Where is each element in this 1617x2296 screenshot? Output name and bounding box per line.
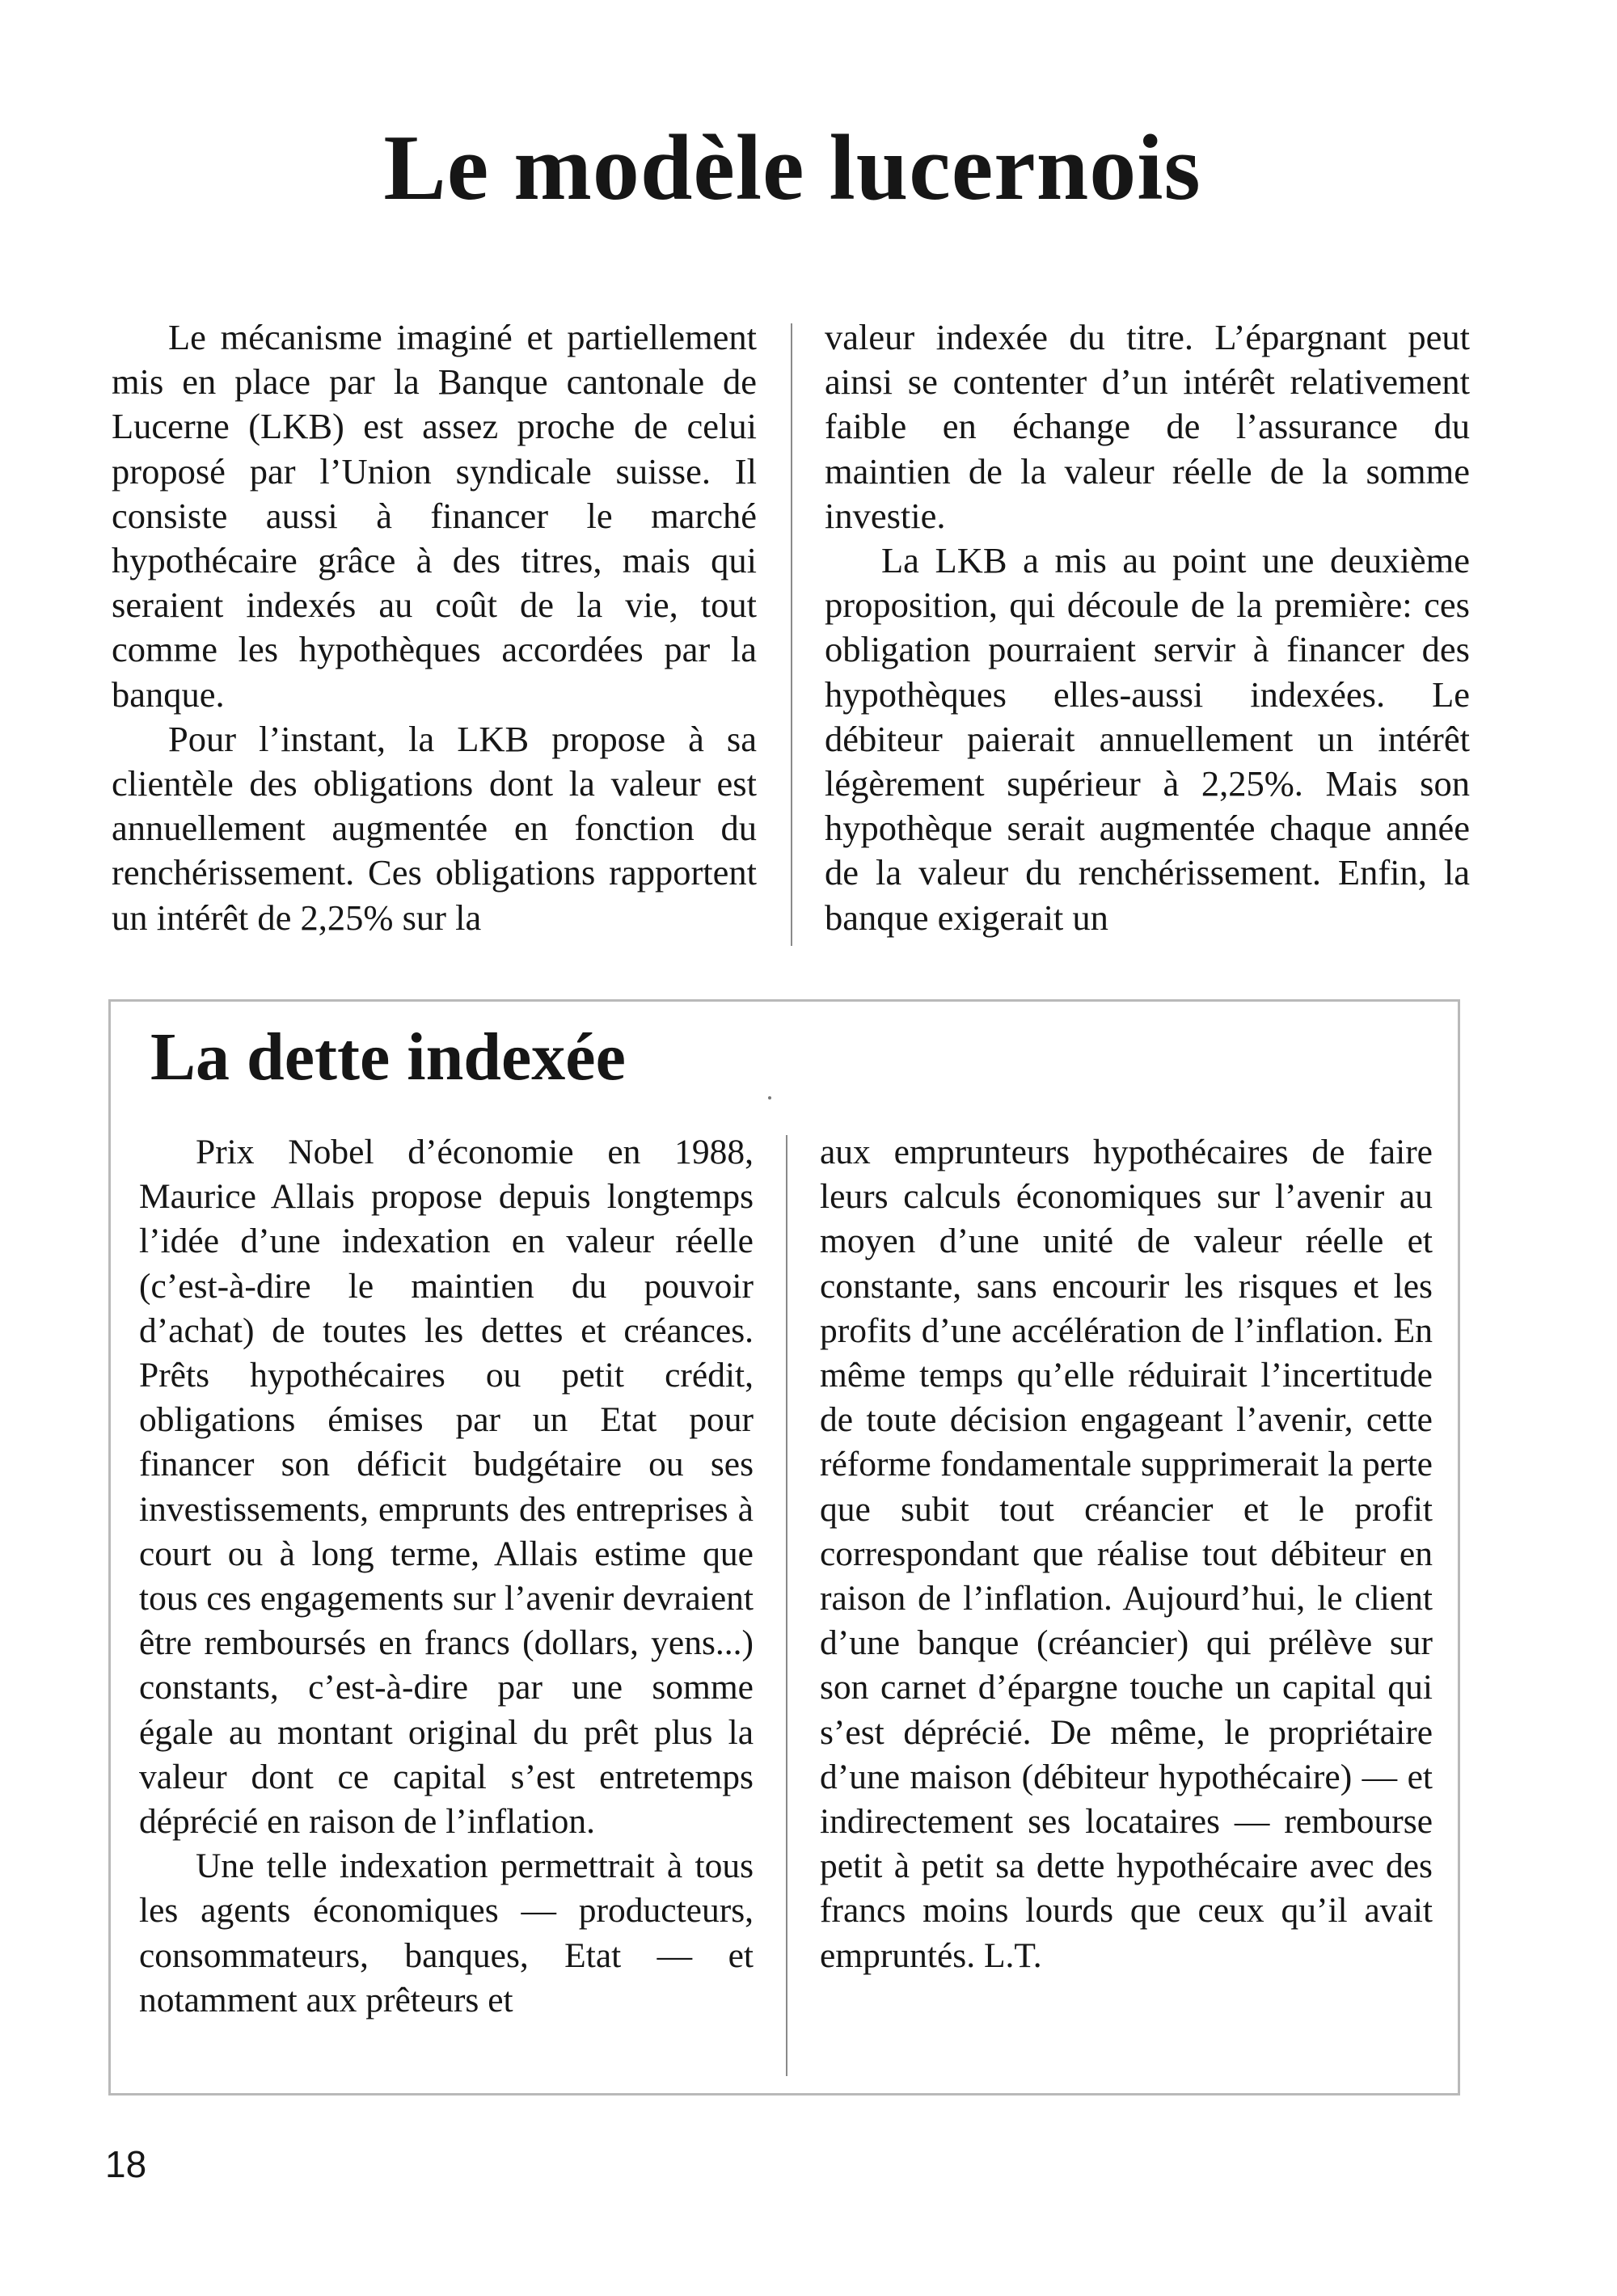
article-right-column xyxy=(825,315,1470,940)
sidebar-column-divider xyxy=(786,1135,787,2076)
column-divider xyxy=(791,323,792,946)
article-paragraph: valeur indexée du titre. L’épargnant peut ainsi se contenter d’un intérêt relativement faible en échange de l’assurance du maintien de la valeur réelle de la somme investie. xyxy=(825,317,1470,536)
sidebar-paragraph: Une telle indexation permettrait à tous les agents économiques — producteurs, consommateurs, banques, Etat — et notamment aux prêteurs et xyxy=(139,1847,754,2020)
article-title: Le modèle lucernois xyxy=(383,116,1201,220)
sidebar-right-column xyxy=(820,1130,1433,1978)
page-number: 18 xyxy=(105,2143,147,2185)
article-paragraph: Le mécanisme imaginé et partiellement mis en place par la Banque cantonale de Lucerne (LKB) est assez proche de celui proposé par l’Union syndicale suisse. Il consiste aussi à financer le marché hypothécaire grâce à des titres, mais qui seraient indexés au coût de la vie, tout comme les hypothèques accordées par la banque. xyxy=(112,317,757,715)
sidebar-title: La dette indexée xyxy=(150,1019,626,1095)
article-paragraph: Pour l’instant, la LKB propose à sa clientèle des obligations dont la valeur est annuellement augmentée en fonction du renchérissement. Ces obligations rapportent un intérêt de 2,25% sur la xyxy=(112,718,757,938)
sidebar-paragraph: aux emprunteurs hypothécaires de faire leurs calculs économiques sur l’avenir au moyen d’une unité de valeur réelle et constante, sans encourir les risques et les profits d’une accélération de l’inflation. En même temps qu’elle réduirait l’incertitude de toute décision engageant l’avenir, cette réforme fondamentale supprimerait la perte que subit tout créancier et le profit correspondant que réalise tout débiteur en raison de l’inflation. Aujourd’hui, le client d’une banque (créancier) qui prélève sur son carnet d’épargne touche un capital qui s’est déprécié. De même, le propriétaire d’une maison (débiteur hypothécaire) — et indirectement ses locataires — rembourse petit à petit sa dette hypothécaire avec des francs moins lourds que ceux qu’il avait empruntés. L.T. xyxy=(820,1133,1433,1975)
sidebar-paragraph: Prix Nobel d’économie en 1988, Maurice Allais propose depuis longtemps l’idée d’une indexation en valeur réelle (c’est-à-dire le maintien du pouvoir d’achat) de toutes les dettes et créances. Prêts hypothécaires ou petit crédit, obligations émises par un Etat pour financer son déficit budgétaire ou ses investissements, emprunts des entreprises à court ou à long terme, Allais estime que tous ces engagements sur l’avenir devraient être remboursés en francs (dollars, yens...) constants, c’est-à-dire par une somme égale au montant original du prêt plus la valeur dont ce capital s’est entretemps déprécié en raison de l’inflation. xyxy=(139,1133,754,1842)
print-speck xyxy=(768,1096,771,1099)
article-paragraph: La LKB a mis au point une deuxième proposition, qui découle de la première: ces obligation pourraient servir à financer des hypothèques elles-aussi indexées. Le débiteur paierait annuellement un intérêt légèrement supérieur à 2,25%. Mais son hypothèque serait augmentée chaque année de la valeur du renchérissement. Enfin, la banque exigerait un xyxy=(825,540,1470,938)
sidebar-left-column xyxy=(139,1130,754,2023)
article-left-column xyxy=(112,315,757,940)
